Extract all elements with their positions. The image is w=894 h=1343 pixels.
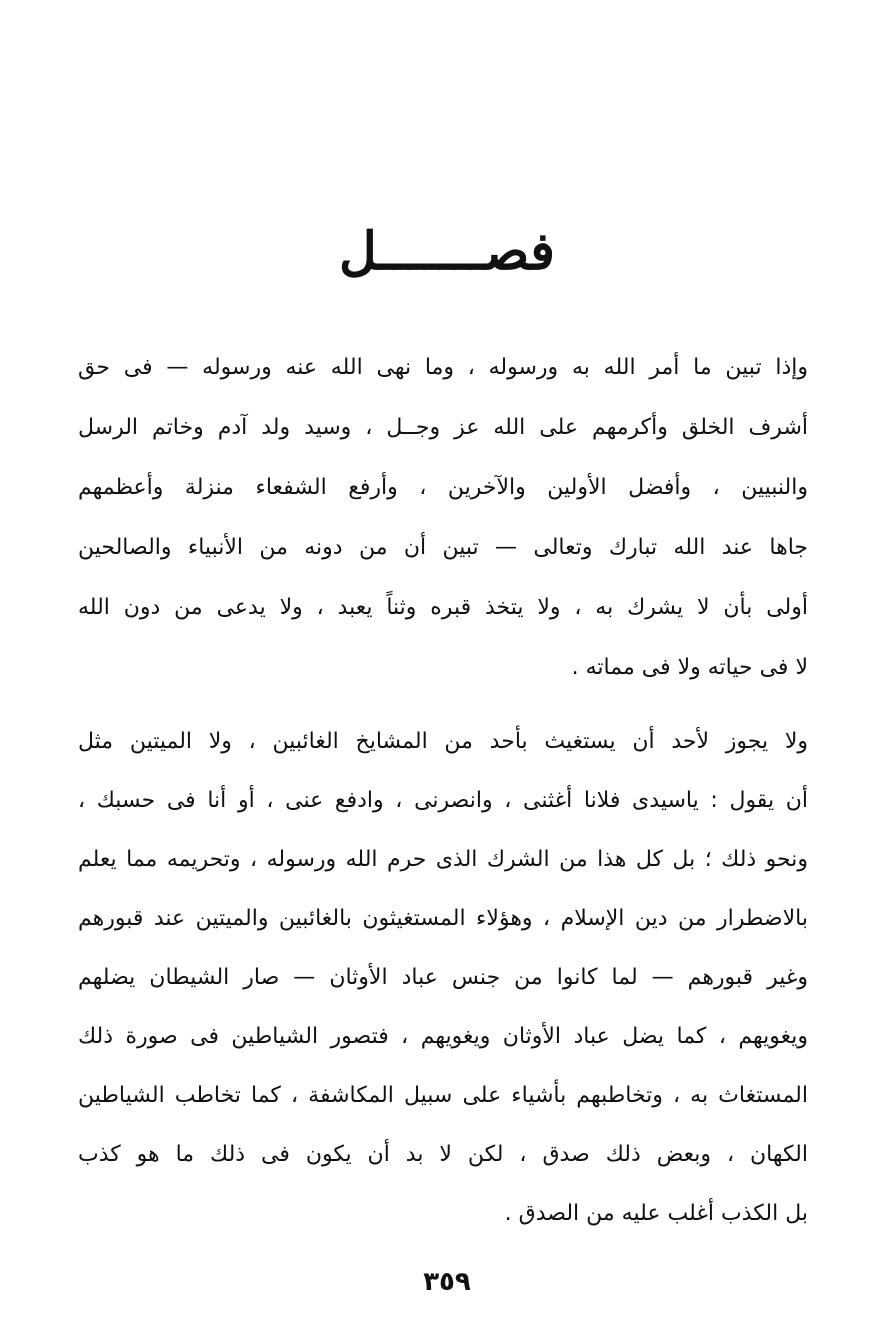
- paragraph-line: وغير قبورهم — لما كانوا من جنس عباد الأوثان — صار الشيطان يضلهم: [78, 965, 808, 990]
- paragraph-line: ولا يجوز لأحد أن يستغيث بأحد من المشايخ الغائبين ، ولا الميتين مثل: [78, 729, 808, 754]
- paragraph-line: جاها عند الله تبارك وتعالى — تبين أن من دونه من الأنبياء والصالحين: [78, 535, 808, 560]
- paragraph-line: أولى بأن لا يشرك به ، ولا يتخذ قبره وثناً يعبد ، ولا يدعى من دون الله: [78, 595, 808, 620]
- paragraph-line: بل الكذب أغلب عليه من الصدق .: [504, 1201, 808, 1226]
- paragraph-1: [78, 338, 808, 698]
- paragraph-line: وإذا تبين ما أمر الله به ورسوله ، وما نهى الله عنه ورسوله — فى حق: [78, 355, 808, 380]
- paragraph-2: [78, 712, 808, 1243]
- section-heading: فصـــــــل: [339, 221, 555, 282]
- paragraph-line: أن يقول : ياسيدى فلانا أغثنى ، وانصرنى ، وادفع عنى ، أو أنا فى حسبك ،: [78, 788, 808, 813]
- paragraph-line: والنبيين ، وأفضل الأولين والآخرين ، وأرفع الشفعاء منزلة وأعظمهم: [78, 475, 808, 500]
- page-number: ٣٥٩: [423, 1267, 471, 1297]
- paragraph-line: الكهان ، وبعض ذلك صدق ، لكن لا بد أن يكون فى ذلك ما هو كذب: [78, 1142, 808, 1167]
- paragraph-line: ويغويهم ، كما يضل عباد الأوثان ويغويهم ، فتصور الشياطين فى صورة ذلك: [78, 1024, 808, 1049]
- paragraph-line: ونحو ذلك ؛ بل كل هذا من الشرك الذى حرم الله ورسوله ، وتحريمه مما يعلم: [78, 847, 808, 872]
- paragraph-line: لا فى حياته ولا فى مماته .: [571, 655, 808, 680]
- paragraph-line: بالاضطرار من دين الإسلام ، وهؤلاء المستغيثون بالغائبين والميتين عند قبورهم: [78, 906, 808, 931]
- paragraph-line: أشرف الخلق وأكرمهم على الله عز وجــل ، وسيد ولد آدم وخاتم الرسل: [78, 415, 808, 440]
- paragraph-line: المستغاث به ، وتخاطبهم بأشياء على سبيل المكاشفة ، كما تخاطب الشياطين: [78, 1083, 808, 1108]
